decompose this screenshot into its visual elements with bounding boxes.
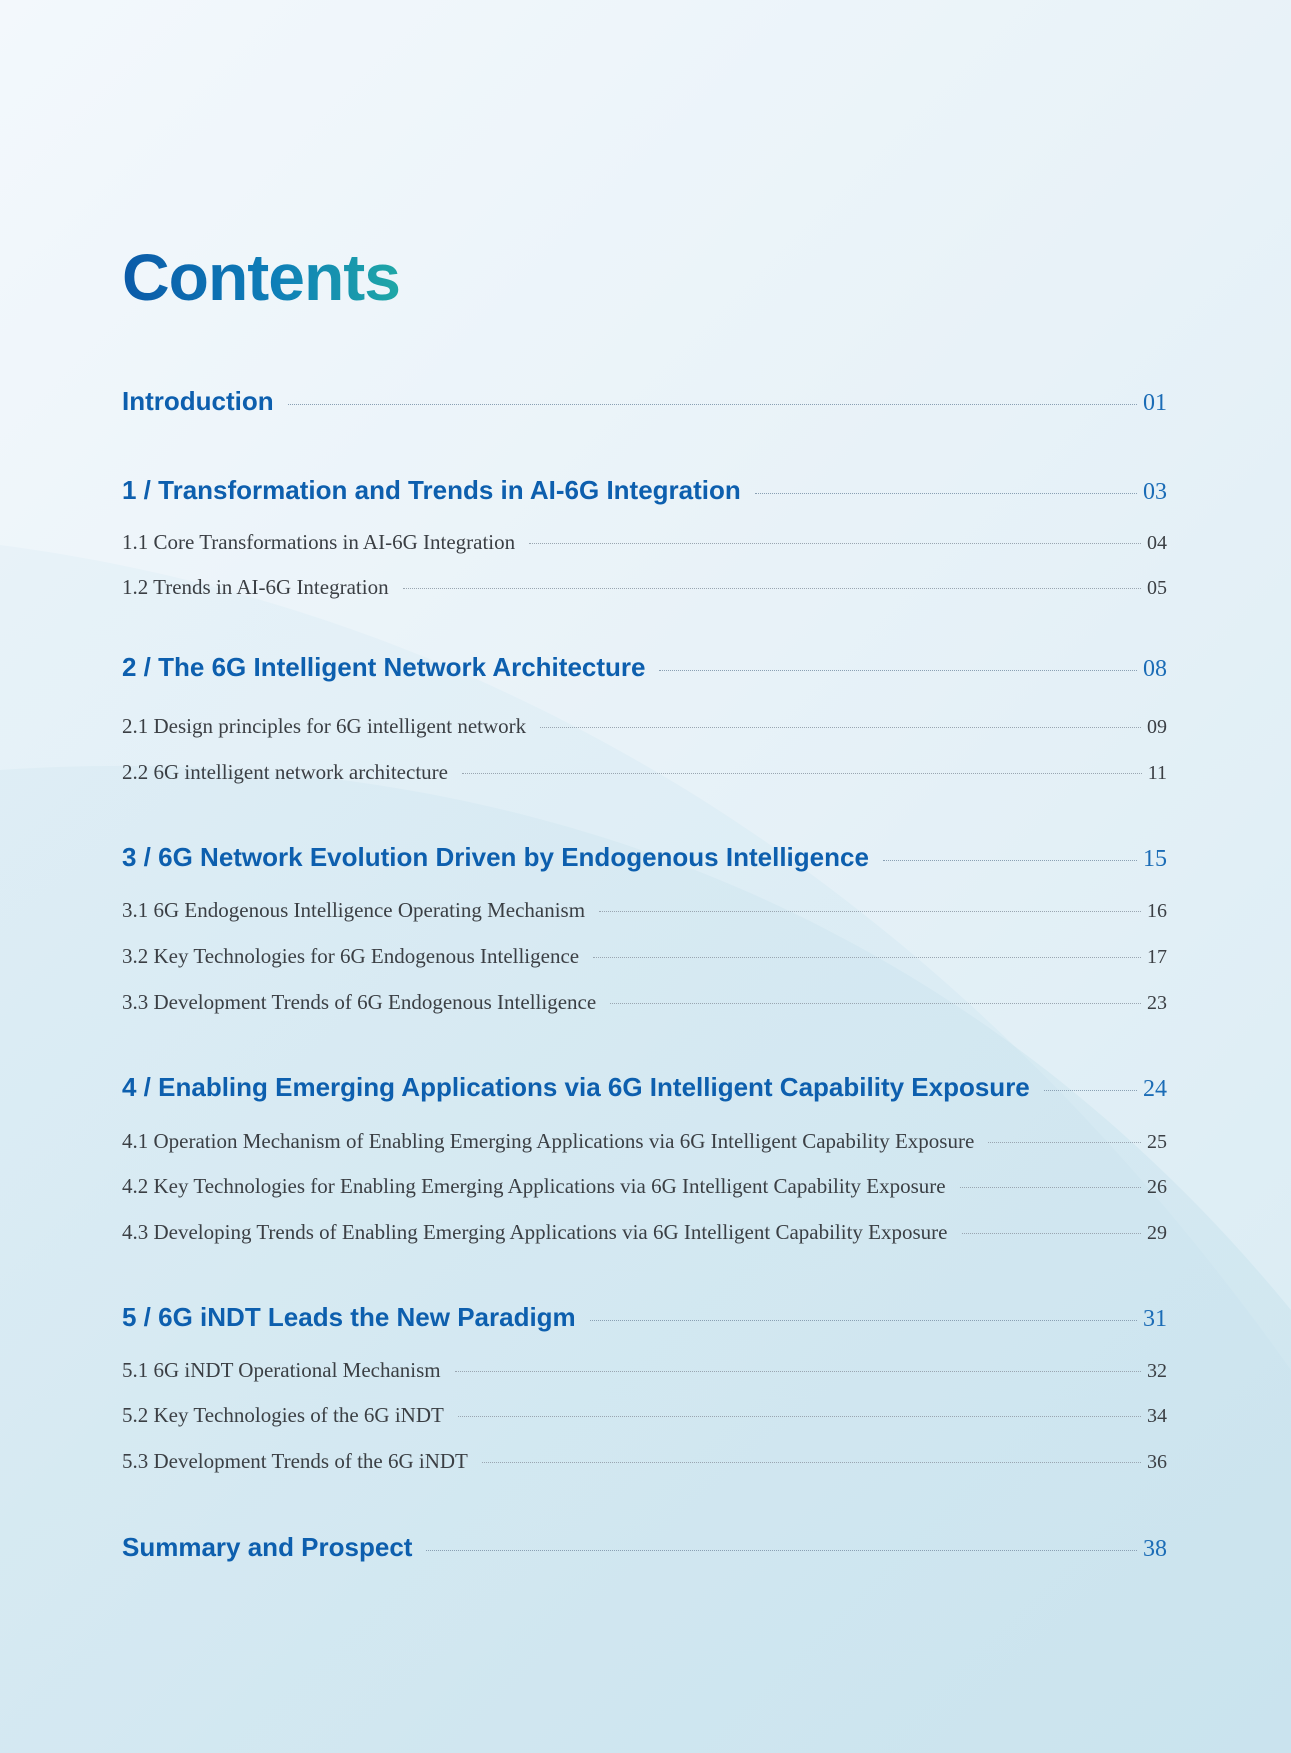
toc-page-number: 31	[1143, 1306, 1167, 1332]
toc-entry-chapter-5[interactable]	[122, 1302, 1167, 1333]
toc-page-number: 17	[1147, 946, 1167, 968]
dot-leader	[426, 1550, 1137, 1551]
dot-leader	[482, 1462, 1141, 1463]
toc-entry-label: 5.2 Key Technologies of the 6G iNDT	[122, 1403, 444, 1427]
toc-entry-section-5-1[interactable]	[122, 1358, 1167, 1383]
toc-page-number: 03	[1143, 479, 1167, 505]
dot-leader	[593, 957, 1141, 958]
toc-entry-chapter-1[interactable]	[122, 475, 1167, 506]
toc-entry-label: 1 / Transformation and Trends in AI-6G Integration	[122, 475, 741, 505]
dot-leader	[610, 1003, 1141, 1004]
dot-leader	[960, 1187, 1141, 1188]
toc-page-number: 32	[1147, 1360, 1167, 1382]
dot-leader	[590, 1320, 1137, 1321]
toc-entry-section-3-1[interactable]	[122, 898, 1167, 923]
toc-entry-section-5-3[interactable]	[122, 1449, 1167, 1474]
toc-page-number: 24	[1143, 1076, 1167, 1102]
page-title: Contents	[122, 240, 400, 314]
toc-entry-label: 3 / 6G Network Evolution Driven by Endogenous Intelligence	[122, 842, 869, 872]
toc-entry-chapter-3[interactable]	[122, 842, 1167, 873]
toc-entry-chapter-4[interactable]	[122, 1072, 1167, 1103]
toc-page-number: 04	[1147, 532, 1167, 554]
toc-page-number: 16	[1147, 900, 1167, 922]
dot-leader	[962, 1233, 1141, 1234]
toc-page-number: 34	[1147, 1405, 1167, 1427]
toc-entry-label: Introduction	[122, 386, 274, 416]
toc-entry-label: 3.1 6G Endogenous Intelligence Operating Mechanism	[122, 898, 586, 922]
toc-page-number: 26	[1147, 1176, 1167, 1198]
toc-page-number: 11	[1147, 762, 1167, 784]
toc-entry-label: 5.3 Development Trends of the 6G iNDT	[122, 1449, 468, 1473]
dot-leader	[659, 670, 1137, 671]
toc-entry-label: 1.1 Core Transformations in AI-6G Integration	[122, 530, 516, 554]
toc-entry-section-3-3[interactable]	[122, 990, 1167, 1015]
toc-entry-chapter-2[interactable]	[122, 652, 1167, 683]
toc-entry-label: 4.1 Operation Mechanism of Enabling Emerging Applications via 6G Intelligent Capability Exposure	[122, 1129, 975, 1153]
toc-entry-section-3-2[interactable]	[122, 944, 1167, 969]
toc-page-number: 15	[1143, 846, 1167, 872]
toc-entry-section-4-3[interactable]	[122, 1220, 1167, 1245]
toc-entry-section-1-2[interactable]	[122, 575, 1167, 600]
toc-entry-section-1-1[interactable]	[122, 530, 1167, 555]
dot-leader	[755, 493, 1137, 494]
dot-leader	[458, 1416, 1141, 1417]
toc-entry-section-2-2[interactable]	[122, 760, 1167, 785]
dot-leader	[403, 588, 1141, 589]
toc-entry-label: 2.1 Design principles for 6G intelligent network	[122, 714, 527, 738]
dot-leader	[1044, 1090, 1137, 1091]
toc-entry-label: Summary and Prospect	[122, 1532, 413, 1562]
toc-page-number: 38	[1143, 1536, 1167, 1562]
toc-entry-section-4-2[interactable]	[122, 1174, 1167, 1199]
toc-entry-section-2-1[interactable]	[122, 714, 1167, 739]
toc-page-number: 09	[1147, 716, 1167, 738]
toc-entry-label: 4.3 Developing Trends of Enabling Emerging Applications via 6G Intelligent Capability Exposure	[122, 1220, 948, 1244]
toc-entry-label: 4 / Enabling Emerging Applications via 6G Intelligent Capability Exposure	[122, 1072, 1030, 1102]
toc-page-number: 23	[1147, 992, 1167, 1014]
toc-page-number: 05	[1147, 577, 1167, 599]
dot-leader	[529, 543, 1141, 544]
toc-page-number: 29	[1147, 1222, 1167, 1244]
dot-leader	[455, 1371, 1141, 1372]
toc-page-number: 25	[1147, 1131, 1167, 1153]
toc-entry-label: 2 / The 6G Intelligent Network Architecture	[122, 652, 646, 682]
dot-leader	[288, 404, 1137, 405]
toc-entry-section-4-1[interactable]	[122, 1129, 1167, 1154]
toc-entry-label: 4.2 Key Technologies for Enabling Emerging Applications via 6G Intelligent Capability Exposure	[122, 1174, 946, 1198]
dot-leader	[988, 1142, 1141, 1143]
toc-entry-label: 3.2 Key Technologies for 6G Endogenous Intelligence	[122, 944, 580, 968]
toc-entry-label: 5.1 6G iNDT Operational Mechanism	[122, 1358, 441, 1382]
toc-entry-section-5-2[interactable]	[122, 1403, 1167, 1428]
toc-entry-introduction[interactable]	[122, 386, 1167, 417]
dot-leader	[599, 911, 1141, 912]
toc-page-number: 36	[1147, 1451, 1167, 1473]
dot-leader	[883, 860, 1137, 861]
toc-entry-summary[interactable]	[122, 1532, 1167, 1563]
toc-entry-label: 5 / 6G iNDT Leads the New Paradigm	[122, 1302, 576, 1332]
dot-leader	[540, 727, 1141, 728]
toc-page-number: 01	[1143, 390, 1167, 416]
toc-entry-label: 1.2 Trends in AI-6G Integration	[122, 575, 389, 599]
toc-entry-label: 2.2 6G intelligent network architecture	[122, 760, 448, 784]
toc-entry-label: 3.3 Development Trends of 6G Endogenous Intelligence	[122, 990, 597, 1014]
dot-leader	[462, 773, 1142, 774]
toc-page-number: 08	[1143, 656, 1167, 682]
